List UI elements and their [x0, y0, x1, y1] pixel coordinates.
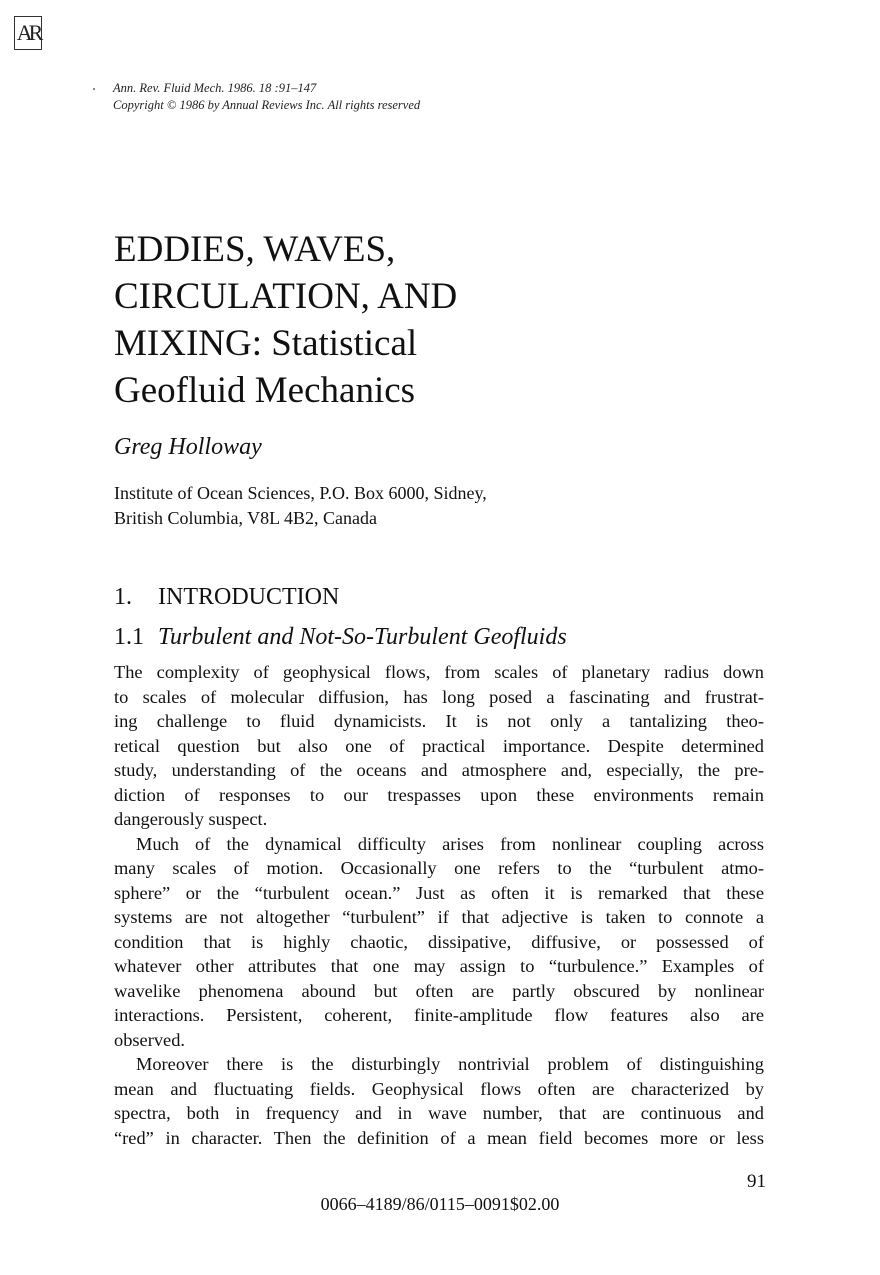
body-line: The complexity of geophysical flows, from scales of planetary radius down	[114, 662, 764, 682]
body-line: Moreover there is the disturbingly nontrivial problem of distinguishing	[136, 1054, 764, 1074]
section-title: INTRODUCTION	[158, 584, 340, 610]
author-affiliation	[114, 481, 487, 531]
affiliation-line: British Columbia, V8L 4B2, Canada	[114, 508, 377, 528]
body-line: interactions. Persistent, coherent, finite-amplitude flow features also are	[114, 1005, 764, 1025]
article-title	[114, 226, 457, 414]
body-line: Much of the dynamical difficulty arises from nonlinear coupling across	[136, 833, 764, 854]
body-line: “red” in character. Then the definition of a mean field becomes more or less	[114, 1127, 764, 1148]
body-line: systems are not altogether “turbulent” if that adjective is taken to connote a	[114, 907, 764, 927]
body-line: to scales of molecular diffusion, has long posed a fascinating and frustrat-	[114, 686, 764, 707]
body-line: sphere” or the “turbulent ocean.” Just as often it is remarked that these	[114, 882, 764, 903]
body-line: whatever other attributes that one may assign to “turbulence.” Examples of	[114, 956, 764, 976]
title-line: EDDIES, WAVES,	[114, 229, 396, 270]
section-number: 1.	[114, 584, 132, 610]
affiliation-line: Institute of Ocean Sciences, P.O. Box 6000, Sidney,	[114, 483, 487, 503]
journal-citation: Ann. Rev. Fluid Mech. 1986. 18 :91–147	[113, 81, 317, 95]
subsection-title: Turbulent and Not-So-Turbulent Geofluids	[158, 624, 567, 650]
title-line: MIXING: Statistical	[114, 323, 418, 364]
subsection-number: 1.1	[114, 624, 144, 650]
body-line: study, understanding of the oceans and atmosphere and, especially, the pre-	[114, 760, 764, 780]
body-line: wavelike phenomena abound but often are partly obscured by nonlinear	[114, 980, 764, 1001]
author-name: Greg Holloway	[114, 434, 262, 460]
body-line: spectra, both in frequency and in wave number, that are continuous and	[114, 1103, 764, 1123]
body-line: many scales of motion. Occasionally one refers to the “turbulent atmo-	[114, 858, 764, 878]
subsection-heading	[114, 624, 567, 651]
body-line: diction of responses to our trespasses upon these environments remain	[114, 784, 764, 805]
page-number: 91	[747, 1171, 766, 1192]
scan-speck	[93, 88, 95, 90]
body-line: ing challenge to fluid dynamicists. It is not only a tantalizing theo-	[114, 711, 764, 731]
section-heading	[114, 584, 339, 611]
publisher-logo: AR	[14, 16, 42, 50]
body-text	[114, 660, 764, 1150]
body-line: condition that is highly chaotic, dissipative, diffusive, or possessed of	[114, 931, 764, 952]
body-line: observed.	[114, 1029, 185, 1050]
journal-header	[113, 80, 420, 114]
body-line: dangerously suspect.	[114, 809, 268, 829]
journal-copyright: Copyright © 1986 by Annual Reviews Inc. All rights reserved	[113, 98, 421, 112]
title-line: Geofluid Mechanics	[114, 370, 416, 411]
article-code: 0066–4189/86/0115–0091$02.00	[320, 1194, 560, 1214]
body-line: retical question but also one of practical importance. Despite determined	[114, 735, 764, 756]
body-line: mean and fluctuating fields. Geophysical flows often are characterized by	[114, 1078, 764, 1099]
title-line: CIRCULATION, AND	[114, 276, 458, 317]
